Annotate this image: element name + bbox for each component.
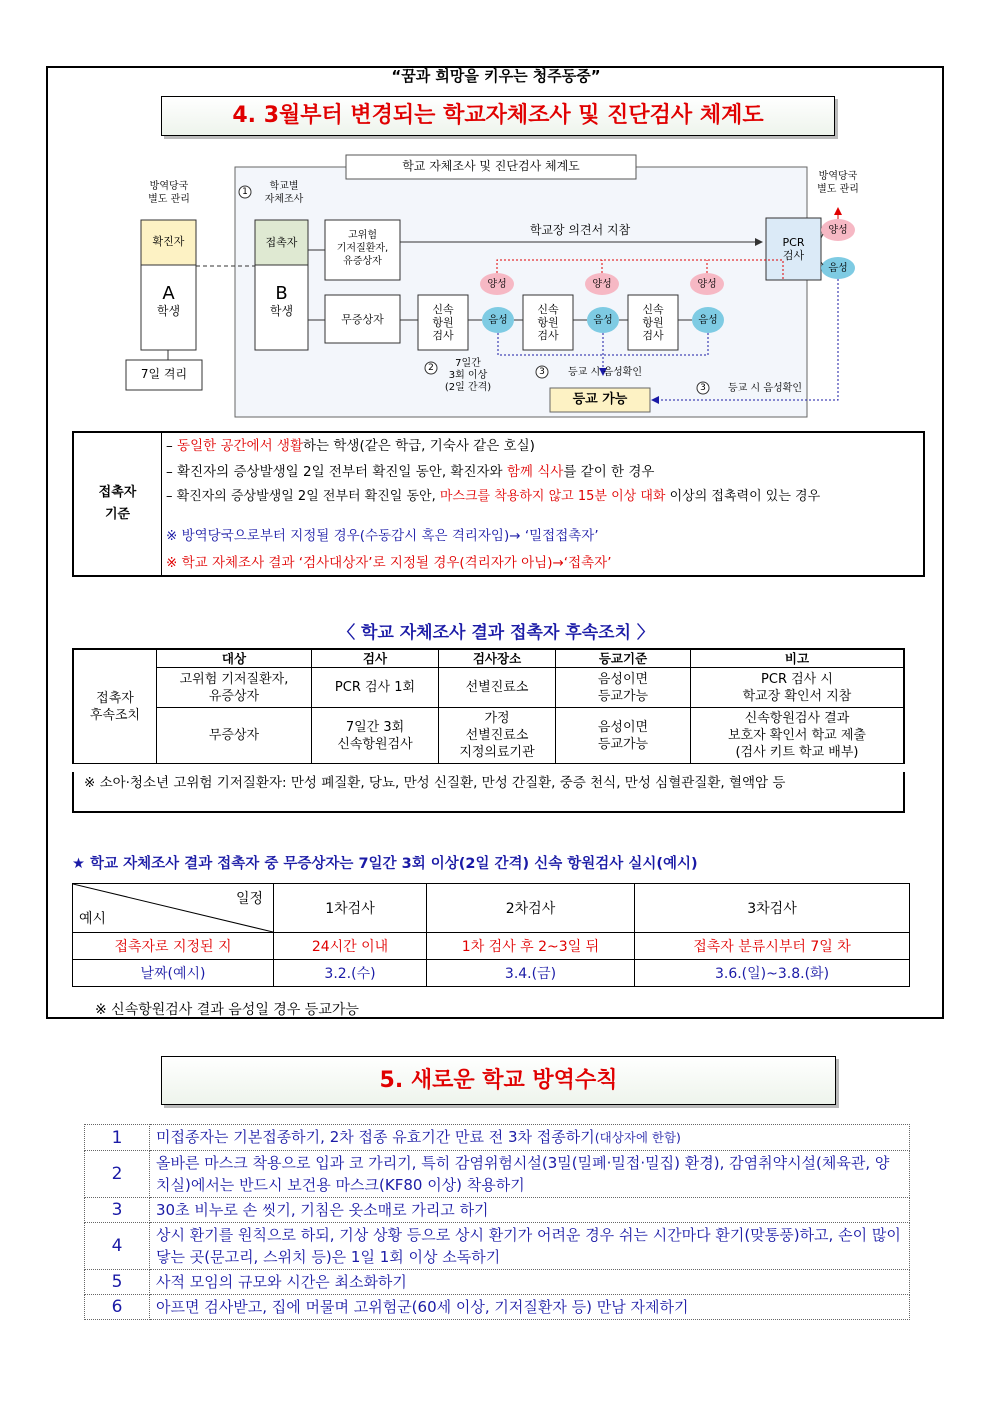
- criteria-line-3: – 확진자의 증상발생일 2일 전부터 확진일 동안, 마스크를 착용하지 않고 15분 이상 대화 이상의 접촉력이 있는 경우: [166, 489, 821, 504]
- corner-bottom: 예시: [79, 911, 107, 927]
- step2-number: 2: [428, 363, 434, 373]
- table-cell: 음성이면 등교가능: [556, 708, 691, 764]
- rule-row: [85, 1198, 910, 1223]
- confirmed-label: 확진자: [152, 235, 185, 248]
- rule-row: [85, 1151, 910, 1198]
- pcr-positive: 양성: [828, 225, 848, 236]
- pcr-negative: 음성: [828, 263, 848, 274]
- step1-label: 학교별 자체조사: [264, 181, 304, 205]
- rapid-test-1: 신속 항원 검사: [432, 303, 454, 342]
- schedule-cell: 3.2.(수): [274, 960, 427, 987]
- schedule-cell: 3.6.(일)~3.8.(화): [635, 960, 910, 987]
- header-remarks: 비고: [691, 649, 905, 668]
- school-ok-label: 등교 가능: [572, 392, 628, 407]
- rule-number: 5: [85, 1270, 150, 1295]
- pcr-label: PCR 검사: [782, 236, 805, 262]
- schedule-row2-label: 날짜(예시): [73, 960, 274, 987]
- negative-3: 음성: [698, 315, 718, 326]
- positive-1: 양성: [487, 279, 507, 290]
- rules-table: [84, 1124, 910, 1320]
- rule-number: 1: [85, 1125, 150, 1151]
- student-b-label: 학생: [269, 304, 294, 318]
- high-risk-label: 고위험 기저질환자, 유증상자: [336, 230, 389, 267]
- followup-note: ※ 소아·청소년 고위험 기저질환자: 만성 폐질환, 당뇨, 만성 신질환, 만성 간질환, 중증 천식, 만성 심혈관질환, 혈액암 등: [72, 772, 905, 813]
- table-cell: PCR 검사 시 학교장 확인서 지참: [691, 668, 905, 708]
- positive-2: 양성: [592, 279, 612, 290]
- slogan: “꿈과 희망을 키우는 청주동중”: [391, 67, 601, 85]
- rule-number: 6: [85, 1295, 150, 1320]
- rule-text: 30초 비누로 손 씻기, 기침은 옷소매로 가리고 하기: [150, 1198, 910, 1223]
- step3-number-a: 3: [539, 367, 545, 377]
- rule-row: [85, 1270, 910, 1295]
- rule-row: [85, 1223, 910, 1270]
- negative-2: 음성: [593, 315, 613, 326]
- header-target: 대상: [157, 649, 312, 668]
- contact-criteria-box: [72, 431, 925, 577]
- negative-1: 음성: [488, 315, 508, 326]
- step3-label-a: 등교 시 음성확인: [568, 367, 642, 378]
- rule-text: 상시 환기를 원칙으로 하되, 기상 상황 등으로 상시 환기가 어려운 경우 쉬는 시간마다 환기(맞통풍)하고, 손이 많이 닿는 곳(문고리, 스위치 등)은 1일 1회 이상 소독하기: [150, 1223, 910, 1270]
- student-a-letter: A: [162, 283, 175, 304]
- criteria-label: 접촉자 기준: [74, 433, 162, 575]
- rule-row: [85, 1125, 910, 1151]
- section5-title: 5. 새로운 학교 방역수칙: [161, 1056, 836, 1105]
- table-cell: 음성이면 등교가능: [556, 668, 691, 708]
- criteria-line-2: – 확진자의 증상발생일 2일 전부터 확진일 동안, 확진자와 함께 식사를 같이 한 경우: [166, 464, 655, 480]
- table-cell: 7일간 3회 신속항원검사: [312, 708, 439, 764]
- quarantine-label: 7일 격리: [140, 367, 188, 381]
- followup-table: [72, 648, 905, 764]
- rule-number: 2: [85, 1151, 150, 1198]
- header-location: 검사장소: [439, 649, 556, 668]
- rule-text: 사적 모임의 규모와 시간은 최소화하기: [150, 1270, 910, 1295]
- rule-text: 올바른 마스크 착용으로 입과 코 가리기, 특히 감염위험시설(3밀(밀폐·밀접·밀집) 환경), 감염취약시설(체육관, 양치실)에서는 반드시 보건용 마스크(KF80 이상) 착용하기: [150, 1151, 910, 1198]
- rule-row: [85, 1295, 910, 1320]
- rule-text: 아프면 검사받고, 집에 머물며 고위험군(60세 이상, 기저질환자 등) 만남 자제하기: [150, 1295, 910, 1320]
- schedule-note: ※ 신속항원검사 결과 음성일 경우 등교가능: [95, 1002, 359, 1018]
- table-cell: PCR 검사 1회: [312, 668, 439, 708]
- rule-number: 3: [85, 1198, 150, 1223]
- schedule-header: 3차검사: [635, 884, 910, 933]
- schedule-title: ★ 학교 자체조사 결과 접촉자 중 무증상자는 7일간 3회 이상(2일 간격) 신속 항원검사 실시(예시): [72, 856, 698, 872]
- table-cell: 선별진료소: [439, 668, 556, 708]
- rule-number: 4: [85, 1223, 150, 1270]
- schedule-table: [72, 883, 910, 987]
- criteria-note-2: ※ 학교 자체조사 결과 ‘검사대상자’로 지정될 경우(격리자가 아님)→‘접촉자’: [166, 555, 612, 571]
- schedule-row1-label: 접촉자로 지정된 지: [73, 933, 274, 960]
- authority-label-left: 방역당국 별도 관리: [148, 181, 190, 205]
- followup-title: 〈 학교 자체조사 결과 접촉자 후속조치 〉: [338, 623, 654, 643]
- header-criteria: 등교기준: [556, 649, 691, 668]
- step3-label-b: 등교 시 음성확인: [728, 383, 802, 394]
- corner-top: 일정: [235, 891, 263, 907]
- schedule-header: 2차검사: [427, 884, 635, 933]
- criteria-line-1: – 동일한 공간에서 생활하는 학생(같은 학급, 기숙사 같은 호실): [166, 438, 535, 454]
- table-cell: 가정 선별진료소 지정의료기관: [439, 708, 556, 764]
- schedule-header: 1차검사: [274, 884, 427, 933]
- student-b-letter: B: [275, 283, 288, 304]
- criteria-note-1: ※ 방역당국으로부터 지정될 경우(수동감시 혹은 격리자임)→ ‘밀접접촉자’: [166, 528, 599, 544]
- rapid-test-2: 신속 항원 검사: [537, 303, 559, 342]
- followup-row-label: 접촉자 후속조치: [73, 649, 157, 764]
- system-diagram: [100, 150, 890, 420]
- principal-note: 학교장 의견서 지참: [529, 223, 631, 237]
- authority-label-right: 방역당국 별도 관리: [817, 171, 859, 195]
- schedule-cell: 3.4.(금): [427, 960, 635, 987]
- schedule-cell: 1차 검사 후 2~3일 뒤: [427, 933, 635, 960]
- contact-label: 접촉자: [265, 236, 298, 249]
- schedule-cell: 24시간 이내: [274, 933, 427, 960]
- step2-label: 7일간 3회 이상 (2일 간격): [444, 358, 492, 393]
- step1-number: 1: [242, 187, 248, 197]
- section4-title: 4. 3월부터 변경되는 학교자체조사 및 진단검사 체계도: [161, 96, 835, 136]
- positive-3: 양성: [697, 279, 717, 290]
- rule-text: 미접종자는 기본접종하기, 2차 접종 유효기간 만료 전 3차 접종하기(대상자에 한함): [150, 1125, 910, 1151]
- step3-number-b: 3: [700, 383, 706, 393]
- student-a-label: 학생: [156, 304, 181, 318]
- rapid-test-3: 신속 항원 검사: [642, 303, 664, 342]
- header-test: 검사: [312, 649, 439, 668]
- table-cell: 무증상자: [157, 708, 312, 764]
- schedule-cell: 접촉자 분류시부터 7일 차: [635, 933, 910, 960]
- diagram-title: 학교 자체조사 및 진단검사 체계도: [402, 159, 580, 173]
- table-cell: 신속항원검사 결과 보호자 확인서 학교 제출 (검사 키트 학교 배부): [691, 708, 905, 764]
- asymptomatic-label: 무증상자: [341, 313, 384, 326]
- table-cell: 고위험 기저질환자, 유증상자: [157, 668, 312, 708]
- schedule-corner: [73, 884, 274, 933]
